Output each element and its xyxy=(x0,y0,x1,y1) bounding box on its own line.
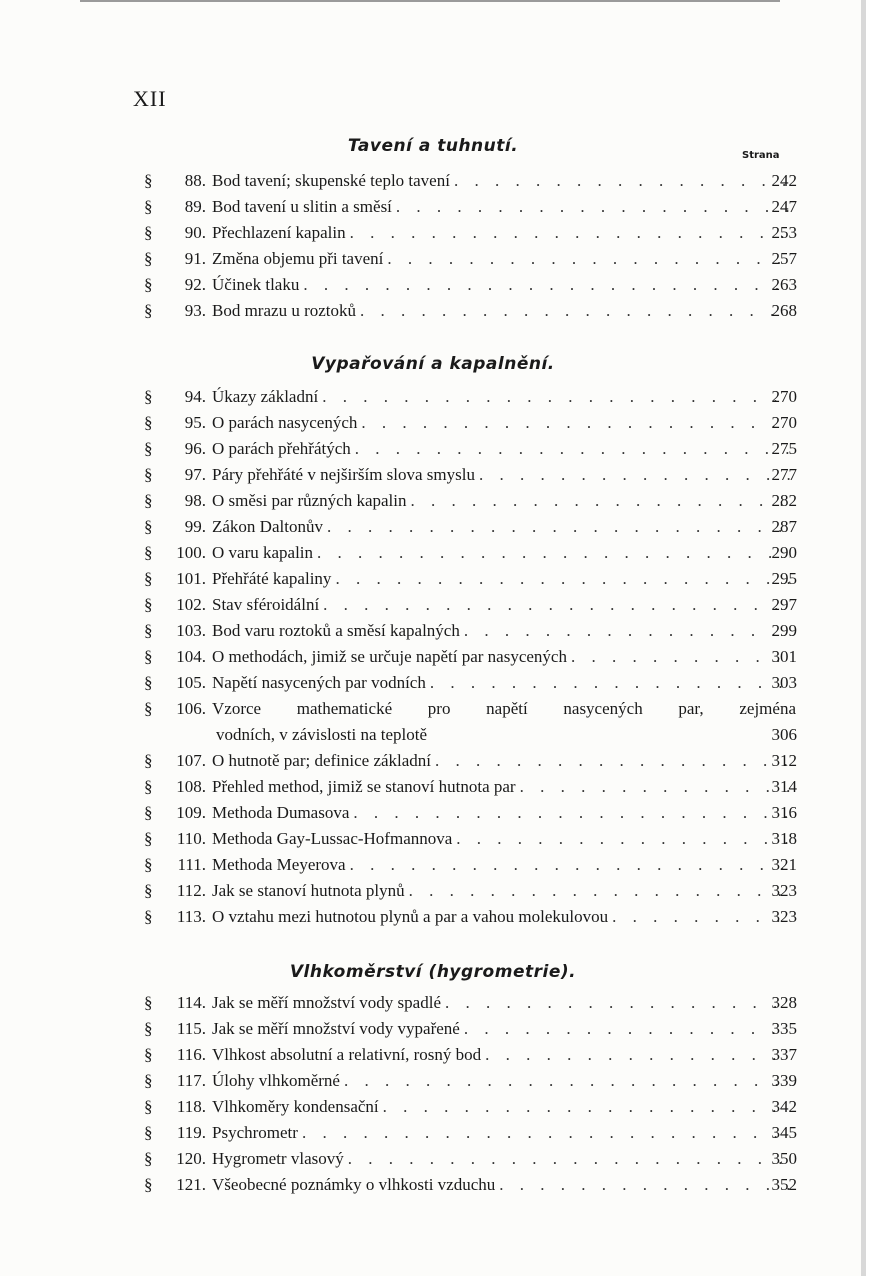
toc-entry xyxy=(0,540,866,566)
dot-leader xyxy=(435,748,790,774)
dot-leader xyxy=(348,1146,790,1172)
toc-entry xyxy=(0,298,866,324)
toc-entry xyxy=(0,904,866,930)
entry-title-row xyxy=(212,644,790,670)
entry-page: 335 xyxy=(771,1019,797,1038)
toc-entry xyxy=(0,194,866,220)
section-sign: § xyxy=(144,855,153,874)
section-sign: § xyxy=(144,543,153,562)
entry-number: 93. xyxy=(184,301,206,320)
dot-leader xyxy=(360,298,790,324)
section-title-taveni: Tavení a tuhnutí. xyxy=(347,136,519,156)
entry-number: 116. xyxy=(176,1045,206,1064)
section-sign: § xyxy=(144,223,153,242)
toc-entry xyxy=(0,1042,866,1068)
entry-title-row xyxy=(212,1016,790,1042)
entry-title: O směsi par různých kapalin xyxy=(212,491,407,510)
top-rule xyxy=(80,0,780,2)
entry-title-row xyxy=(212,298,790,324)
entry-number: 97. xyxy=(184,465,206,484)
dot-leader xyxy=(322,384,790,410)
entry-page: 257 xyxy=(771,249,797,268)
entry-title: Hygrometr vlasový xyxy=(212,1149,344,1168)
entry-number: 102. xyxy=(176,595,206,614)
toc-entry xyxy=(0,1016,866,1042)
dot-leader xyxy=(445,990,790,1016)
entry-number: 118. xyxy=(176,1097,206,1116)
entry-number: 120. xyxy=(176,1149,206,1168)
entry-number: 117. xyxy=(176,1071,206,1090)
entry-number: 115. xyxy=(176,1019,206,1038)
toc-entry xyxy=(0,774,866,800)
dot-leader xyxy=(409,878,790,904)
entry-title-continuation: vodních, v závislosti na teplotě xyxy=(216,725,428,744)
toc-entry xyxy=(0,1120,866,1146)
section-sign: § xyxy=(144,249,153,268)
section-sign: § xyxy=(144,387,153,406)
section-sign: § xyxy=(144,751,153,770)
dot-leader xyxy=(350,220,790,246)
dot-leader xyxy=(464,1016,790,1042)
entry-title: Všeobecné poznámky o vlhkosti vzduchu xyxy=(212,1175,496,1194)
toc-entry xyxy=(0,1068,866,1094)
dot-leader xyxy=(456,826,790,852)
toc-entry xyxy=(0,644,866,670)
entry-title: Účinek tlaku xyxy=(212,275,300,294)
entry-number: 99. xyxy=(184,517,206,536)
section-sign: § xyxy=(144,491,153,510)
entry-number: 105. xyxy=(176,673,206,692)
entry-title-row xyxy=(212,246,790,272)
toc-entry xyxy=(0,168,866,194)
entry-title-row xyxy=(212,1068,790,1094)
entry-title: Přehřáté kapaliny xyxy=(212,569,332,588)
section-title-vyparovani: Vypařování a kapalnění. xyxy=(311,354,555,374)
dot-leader xyxy=(499,1172,790,1198)
entry-title-row xyxy=(212,488,790,514)
entry-number: 95. xyxy=(184,413,206,432)
section-sign: § xyxy=(144,413,153,432)
dot-leader xyxy=(520,774,790,800)
entry-title: Stav sféroidální xyxy=(212,595,320,614)
entry-title: Bod varu roztoků a směsí kapalných xyxy=(212,621,460,640)
entry-number: 113. xyxy=(176,907,206,926)
entry-number: 92. xyxy=(184,275,206,294)
entry-number: 98. xyxy=(184,491,206,510)
entry-title-row xyxy=(212,566,790,592)
entry-number: 110. xyxy=(176,829,206,848)
entry-title: O parách nasycených xyxy=(212,413,358,432)
toc-entry xyxy=(0,384,866,410)
section-title-vlhkomerstvi: Vlhkoměrství (hygrometrie). xyxy=(289,962,577,982)
entry-title-row xyxy=(212,800,790,826)
entry-number: 94. xyxy=(184,387,206,406)
entry-page: 345 xyxy=(771,1123,797,1142)
section-sign: § xyxy=(144,1149,153,1168)
toc-entry xyxy=(0,748,866,774)
entry-number: 111. xyxy=(177,855,206,874)
toc-entry xyxy=(0,592,866,618)
entry-title-row xyxy=(212,462,790,488)
section-sign: § xyxy=(144,907,153,926)
dot-leader xyxy=(335,566,790,592)
entry-title: Methoda Gay-Lussac-Hofmannova xyxy=(212,829,453,848)
toc-entry xyxy=(0,826,866,852)
toc-entry xyxy=(0,990,866,1016)
entry-title-row xyxy=(212,878,790,904)
entry-title: Vzorce mathematické pro napětí nasycených par, zejména xyxy=(212,699,796,718)
toc-entry xyxy=(0,488,866,514)
section-sign: § xyxy=(144,829,153,848)
section-sign: § xyxy=(144,465,153,484)
entry-page: 297 xyxy=(771,595,797,614)
entry-title-row xyxy=(212,826,790,852)
toc-entry xyxy=(0,878,866,904)
dot-leader xyxy=(355,436,790,462)
dot-leader xyxy=(353,800,790,826)
dot-leader xyxy=(317,540,790,566)
entry-title-row xyxy=(212,618,790,644)
entry-title-row xyxy=(212,670,790,696)
section-sign: § xyxy=(144,777,153,796)
dot-leader xyxy=(327,514,790,540)
section-entries-vlhkomerstvi xyxy=(0,990,866,1198)
entry-title-row xyxy=(212,1146,790,1172)
section-sign: § xyxy=(144,595,153,614)
entry-title: O varu kapalin xyxy=(212,543,314,562)
entry-number: 107. xyxy=(176,751,206,770)
entry-title: Zákon Daltonův xyxy=(212,517,323,536)
section-sign: § xyxy=(144,699,153,718)
dot-leader xyxy=(344,1068,790,1094)
entry-title-row xyxy=(212,1172,790,1198)
entry-title-row xyxy=(212,410,790,436)
entry-page: 270 xyxy=(771,387,797,406)
entry-title: Psychrometr xyxy=(212,1123,298,1142)
toc-entry xyxy=(0,514,866,540)
entry-title: Páry přehřáté v nejširším slova smyslu xyxy=(212,465,475,484)
entry-number: 114. xyxy=(176,993,206,1012)
page-edge xyxy=(861,0,866,1276)
entry-number: 112. xyxy=(176,881,206,900)
section-sign: § xyxy=(144,275,153,294)
entry-title: Bod mrazu u roztoků xyxy=(212,301,356,320)
section-sign: § xyxy=(144,673,153,692)
entry-page: 342 xyxy=(771,1097,797,1116)
section-sign: § xyxy=(144,993,153,1012)
entry-title-row xyxy=(212,1042,790,1068)
entry-number: 119. xyxy=(176,1123,206,1142)
entry-title: Přechlazení kapalin xyxy=(212,223,346,242)
section-sign: § xyxy=(144,1045,153,1064)
entry-title-continuation-row xyxy=(216,722,790,748)
entry-page: 277 xyxy=(771,465,797,484)
entry-number: 91. xyxy=(184,249,206,268)
entry-title-row xyxy=(212,220,790,246)
entry-title: Jak se měří množství vody spadlé xyxy=(212,993,441,1012)
section-entries-taveni xyxy=(0,168,866,324)
entry-page: 337 xyxy=(771,1045,797,1064)
entry-title: Vlhkost absolutní a relativní, rosný bod xyxy=(212,1045,482,1064)
entry-page: 275 xyxy=(771,439,797,458)
entry-page: 299 xyxy=(771,621,797,640)
dot-leader xyxy=(430,670,790,696)
section-sign: § xyxy=(144,1097,153,1116)
entry-title-row xyxy=(212,774,790,800)
entry-title: Methoda Dumasova xyxy=(212,803,350,822)
entry-title-row xyxy=(212,384,790,410)
section-sign: § xyxy=(144,517,153,536)
entry-title: O parách přehřátých xyxy=(212,439,351,458)
entry-title-row xyxy=(212,592,790,618)
dot-leader xyxy=(302,1120,790,1146)
toc-entry xyxy=(0,800,866,826)
dot-leader xyxy=(383,1094,790,1120)
toc-entry xyxy=(0,566,866,592)
section-sign: § xyxy=(144,1071,153,1090)
entry-number: 108. xyxy=(176,777,206,796)
toc-entry xyxy=(0,462,866,488)
entry-page: 242 xyxy=(771,171,797,190)
section-sign: § xyxy=(144,569,153,588)
entry-title-row xyxy=(212,514,790,540)
entry-title: O methodách, jimiž se určuje napětí par nasycených xyxy=(212,647,567,666)
section-sign: § xyxy=(144,1175,153,1194)
entry-page: 328 xyxy=(771,993,797,1012)
section-sign: § xyxy=(144,171,153,190)
dot-leader xyxy=(411,488,791,514)
entry-title-row xyxy=(212,272,790,298)
entry-page: 268 xyxy=(771,301,797,320)
dot-leader xyxy=(479,462,790,488)
entry-page: 306 xyxy=(771,725,797,744)
entry-page: 303 xyxy=(771,673,797,692)
entry-page: 253 xyxy=(771,223,797,242)
entry-page: 282 xyxy=(771,491,797,510)
toc-entry xyxy=(0,696,866,748)
entry-title: Methoda Meyerova xyxy=(212,855,346,874)
entry-number: 106. xyxy=(176,699,206,718)
entry-page: 312 xyxy=(771,751,797,770)
entry-page: 314 xyxy=(771,777,797,796)
entry-title-row xyxy=(212,168,790,194)
entry-title: Bod tavení u slitin a směsí xyxy=(212,197,392,216)
entry-page: 316 xyxy=(771,803,797,822)
entry-number: 121. xyxy=(176,1175,206,1194)
entry-page: 350 xyxy=(771,1149,797,1168)
entry-number: 104. xyxy=(176,647,206,666)
entry-page: 352 xyxy=(771,1175,797,1194)
entry-title-row xyxy=(212,540,790,566)
section-sign: § xyxy=(144,1019,153,1038)
entry-title-row xyxy=(212,852,790,878)
dot-leader xyxy=(323,592,790,618)
entry-number: 96. xyxy=(184,439,206,458)
entry-number: 100. xyxy=(176,543,206,562)
entry-page: 339 xyxy=(771,1071,797,1090)
toc-entry xyxy=(0,410,866,436)
strana-label: Strana xyxy=(742,150,780,161)
entry-page: 321 xyxy=(771,855,797,874)
entry-title: Vlhkoměry kondensační xyxy=(212,1097,379,1116)
entry-page: 290 xyxy=(771,543,797,562)
entry-title: Přehled method, jimiž se stanoví hutnota par xyxy=(212,777,516,796)
dot-leader xyxy=(485,1042,790,1068)
toc-entry xyxy=(0,1146,866,1172)
toc-entry xyxy=(0,670,866,696)
entry-page: 295 xyxy=(771,569,797,588)
toc-entry xyxy=(0,272,866,298)
section-sign: § xyxy=(144,621,153,640)
entry-page: 323 xyxy=(771,881,797,900)
entry-title: Jak se měří množství vody vypařené xyxy=(212,1019,460,1038)
entry-title: Jak se stanoví hutnota plynů xyxy=(212,881,405,900)
entry-page: 247 xyxy=(771,197,797,216)
dot-leader xyxy=(396,194,790,220)
dot-leader xyxy=(454,168,790,194)
entry-title: Změna objemu při tavení xyxy=(212,249,384,268)
page-number: XII xyxy=(133,86,167,111)
entry-number: 89. xyxy=(184,197,206,216)
entry-number: 103. xyxy=(176,621,206,640)
entry-number: 101. xyxy=(176,569,206,588)
toc-entry xyxy=(0,436,866,462)
entry-title-row xyxy=(212,194,790,220)
entry-title: Úlohy vlhkoměrné xyxy=(212,1071,340,1090)
dot-leader xyxy=(361,410,790,436)
entry-title: Napětí nasycených par vodních xyxy=(212,673,426,692)
dot-leader xyxy=(350,852,790,878)
entry-title: O vztahu mezi hutnotou plynů a par a vahou molekulovou xyxy=(212,907,609,926)
entry-page: 270 xyxy=(771,413,797,432)
section-sign: § xyxy=(144,1123,153,1142)
toc-entry xyxy=(0,1172,866,1198)
dot-leader xyxy=(303,272,790,298)
entry-page: 301 xyxy=(771,647,797,666)
dot-leader xyxy=(464,618,790,644)
entry-page: 318 xyxy=(771,829,797,848)
toc-entry xyxy=(0,852,866,878)
section-sign: § xyxy=(144,881,153,900)
entry-title: Bod tavení; skupenské teplo tavení xyxy=(212,171,450,190)
toc-entry xyxy=(0,1094,866,1120)
section-entries-vyparovani xyxy=(0,384,866,930)
entry-page: 323 xyxy=(771,907,797,926)
entry-title-row xyxy=(212,904,790,930)
entry-title-row xyxy=(212,1120,790,1146)
section-sign: § xyxy=(144,301,153,320)
entry-title-row xyxy=(212,436,790,462)
toc-entry xyxy=(0,246,866,272)
entry-title: Úkazy základní xyxy=(212,387,319,406)
section-sign: § xyxy=(144,803,153,822)
entry-page: 287 xyxy=(771,517,797,536)
toc-entry xyxy=(0,220,866,246)
entry-title-row xyxy=(212,748,790,774)
section-sign: § xyxy=(144,647,153,666)
entry-title-row xyxy=(212,990,790,1016)
toc-entry xyxy=(0,618,866,644)
entry-number: 90. xyxy=(184,223,206,242)
entry-title: O hutnotě par; definice základní xyxy=(212,751,432,770)
entry-page: 263 xyxy=(771,275,797,294)
entry-number: 109. xyxy=(176,803,206,822)
section-sign: § xyxy=(144,439,153,458)
entry-title-row xyxy=(212,1094,790,1120)
section-sign: § xyxy=(144,197,153,216)
entry-number: 88. xyxy=(184,171,206,190)
dot-leader xyxy=(387,246,790,272)
